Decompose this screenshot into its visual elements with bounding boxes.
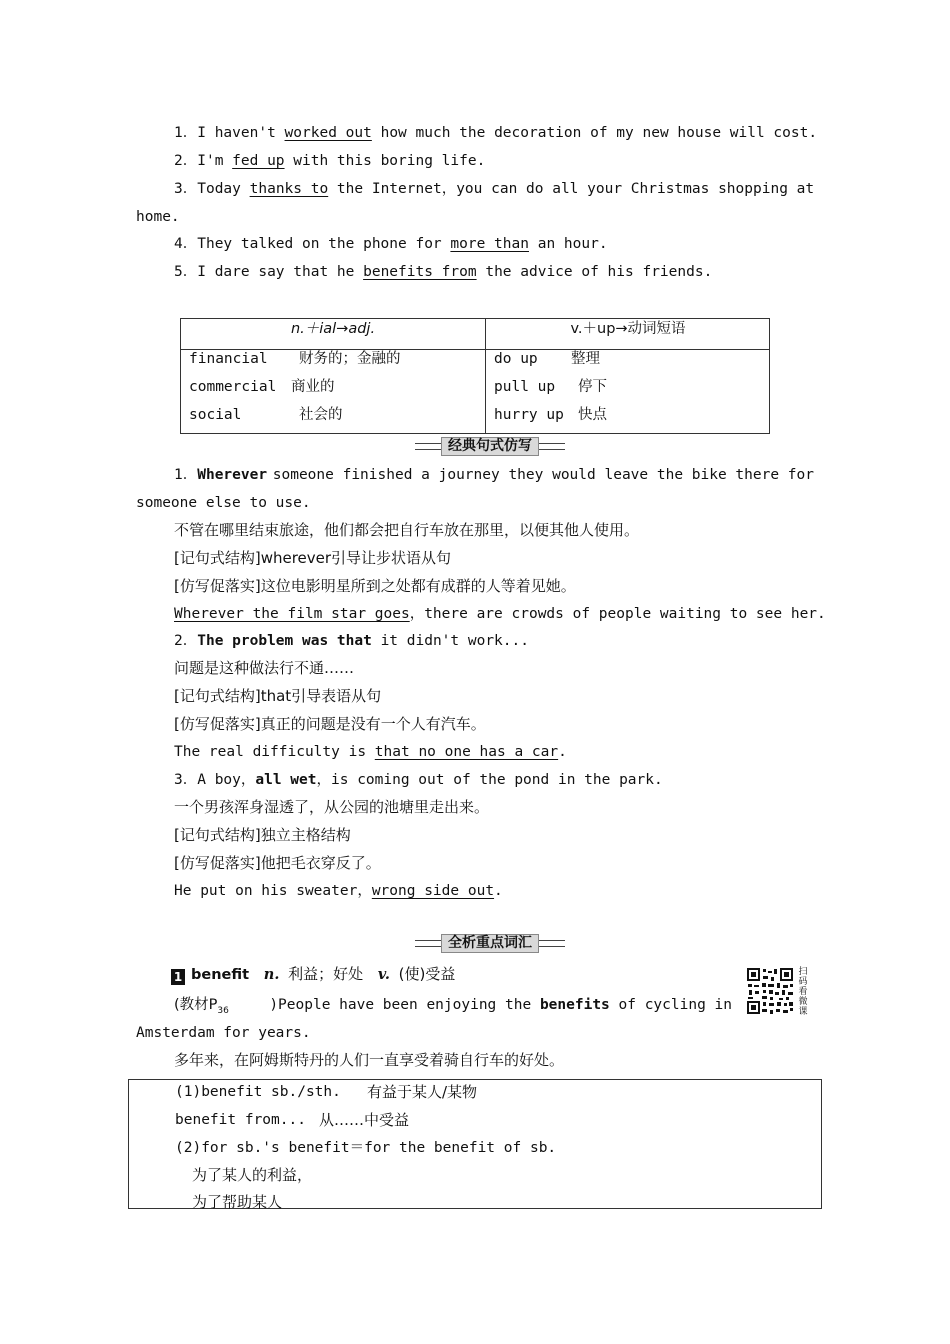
pattern-sentence-1-translation: 不管在哪里结束旅途，他们都会把自行车放在那里，以便其他人使用。 bbox=[174, 521, 640, 539]
table-meaning: 停下 bbox=[578, 379, 607, 395]
usage-line: benefit from... bbox=[175, 1112, 306, 1128]
answer-blank: that no one has a car bbox=[374, 744, 559, 760]
textbook-example: (教材$P_{36}$ )People have been enjoying the benefits of cycling in bbox=[174, 997, 732, 1016]
phrase-sentence-5: 5．I dare say that he benefits from the advice of his friends. bbox=[174, 264, 713, 280]
header-bar-decoration bbox=[415, 940, 441, 947]
table-word: social bbox=[189, 407, 242, 423]
practice-answer-3: He put on his sweater，wrong side out. bbox=[174, 883, 503, 899]
word-formation-table bbox=[180, 318, 770, 434]
table-header-right: v.＋up→动词短语 bbox=[570, 321, 686, 337]
table-meaning: 社会的 bbox=[299, 407, 343, 423]
structure-note-1: [记句式结构]wherever引导让步状语从句 bbox=[174, 549, 452, 567]
answer-blank: benefits from bbox=[363, 264, 477, 280]
usage-line: (2)for sb.'s benefit＝for the benefit of sb. bbox=[175, 1140, 557, 1156]
table-word: financial bbox=[189, 351, 268, 367]
qr-code-label: 扫码看微课 bbox=[798, 967, 808, 1017]
usage-meaning: 为了帮助某人 bbox=[192, 1193, 283, 1211]
usage-meaning: 为了某人的利益， bbox=[192, 1166, 313, 1184]
key-structure: Wherever bbox=[197, 467, 268, 483]
phrase-sentence-3-cont: home. bbox=[136, 209, 180, 225]
answer-blank: more than bbox=[450, 236, 529, 252]
vocab-word: benefit bbox=[191, 967, 250, 983]
header-bar-decoration bbox=[539, 443, 565, 450]
vocab-entry-heading: 1 benefit n. 利益；好处 v. (使)受益 bbox=[171, 964, 455, 985]
pattern-sentence-2-translation: 问题是这种做法行不通…… bbox=[174, 659, 355, 677]
key-structure: The problem was that bbox=[197, 633, 372, 649]
table-word: do up bbox=[494, 351, 538, 367]
sentence-number: 1． bbox=[174, 125, 198, 141]
textbook-example-translation: 多年来，在阿姆斯特丹的人们一直享受着骑自行车的好处。 bbox=[174, 1051, 565, 1069]
table-divider bbox=[181, 349, 769, 350]
structure-note-2: [记句式结构]that引导表语从句 bbox=[174, 687, 382, 705]
answer-blank: worked out bbox=[284, 125, 372, 141]
practice-answer-1: Wherever the film star goes，there are crowds of people waiting to see her. bbox=[174, 606, 826, 622]
sentence-number: 5． bbox=[174, 264, 198, 280]
sentence-number: 2． bbox=[174, 153, 198, 169]
answer-blank: thanks to bbox=[249, 181, 329, 197]
practice-prompt-1: [仿写促落实]这位电影明星所到之处都有成群的人等着见她。 bbox=[174, 577, 576, 595]
table-word: hurry up bbox=[494, 407, 564, 423]
section-header-vocabulary bbox=[400, 933, 580, 953]
phrase-sentence-3: 3．Today thanks to the Internet，you can do all your Christmas shopping at bbox=[174, 181, 815, 197]
phrase-sentence-4: 4．They talked on the phone for more than an hour. bbox=[174, 236, 608, 252]
table-meaning: 整理 bbox=[571, 351, 600, 367]
qr-code-icon[interactable] bbox=[746, 967, 794, 1015]
table-word: pull up bbox=[494, 379, 556, 395]
sentence-number: 3． bbox=[174, 181, 198, 197]
pattern-sentence-3: 3．A boy，all wet，is coming out of the pond in the park. bbox=[174, 772, 663, 788]
usage-line: (1)benefit sb./sth. bbox=[175, 1084, 341, 1100]
usage-meaning: 从……中受益 bbox=[319, 1111, 410, 1129]
practice-prompt-2: [仿写促落实]真正的问题是没有一个人有汽车。 bbox=[174, 715, 486, 733]
table-meaning: 商业的 bbox=[291, 379, 335, 395]
pattern-sentence-2: 2．The problem was that it didn't work... bbox=[174, 633, 529, 649]
header-bar-decoration bbox=[539, 940, 565, 947]
table-word: commercial bbox=[189, 379, 277, 395]
table-meaning: 财务的；金融的 bbox=[299, 351, 401, 367]
entry-number-badge: 1 bbox=[171, 969, 185, 985]
section-header-sentences bbox=[400, 436, 580, 456]
phrase-sentence-2: 2．I'm fed up with this boring life. bbox=[174, 153, 486, 169]
key-word: benefits bbox=[539, 997, 610, 1013]
usage-box bbox=[128, 1079, 822, 1209]
table-meaning: 快点 bbox=[578, 407, 607, 423]
textbook-example-cont: Amsterdam for years. bbox=[136, 1025, 311, 1041]
key-structure: all wet bbox=[255, 772, 317, 788]
phrase-sentence-1: 1．I haven't worked out how much the decoration of my new house will cost. bbox=[174, 125, 818, 141]
sentence-number: 4． bbox=[174, 236, 198, 252]
answer-blank: wrong side out bbox=[371, 883, 495, 899]
usage-meaning: 有益于某人/某物 bbox=[367, 1083, 478, 1101]
pattern-sentence-1-cont: someone else to use. bbox=[136, 495, 311, 511]
section-title: 全析重点词汇 bbox=[441, 934, 539, 953]
structure-note-3: [记句式结构]独立主格结构 bbox=[174, 826, 351, 844]
table-header-left: n.＋ial→adj. bbox=[290, 321, 376, 337]
answer-blank: Wherever the film star goes bbox=[174, 606, 410, 622]
section-title: 经典句式仿写 bbox=[441, 437, 539, 456]
pattern-sentence-3-translation: 一个男孩浑身湿透了，从公园的池塘里走出来。 bbox=[174, 798, 490, 816]
header-bar-decoration bbox=[415, 443, 441, 450]
answer-blank: fed up bbox=[232, 153, 285, 169]
practice-prompt-3: [仿写促落实]他把毛衣穿反了。 bbox=[174, 854, 381, 872]
practice-answer-2: The real difficulty is that no one has a car. bbox=[174, 744, 567, 760]
pattern-sentence-1: 1．Wherever someone finished a journey they would leave the bike there for bbox=[174, 467, 814, 483]
